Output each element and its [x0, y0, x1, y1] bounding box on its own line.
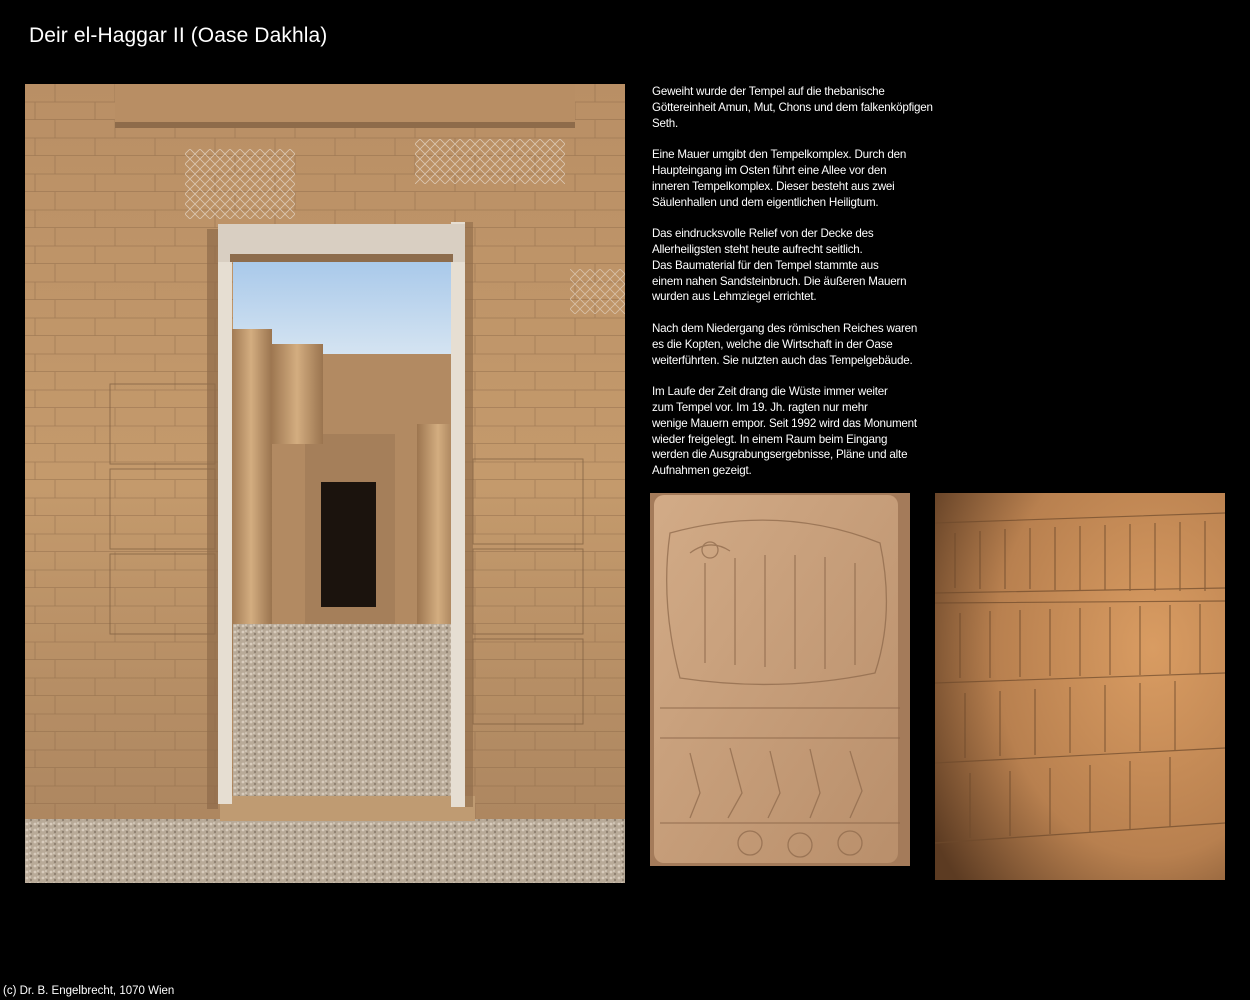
page-title: Deir el-Haggar II (Oase Dakhla): [29, 24, 328, 47]
ceiling-relief-photo[interactable]: [650, 493, 910, 866]
description-paragraph-1: Geweiht wurde der Tempel auf die thebanische Göttereinheit Amun, Mut, Chons und dem falkenköpfigen Seth.: [652, 85, 933, 130]
temple-doorway-photo[interactable]: [25, 84, 625, 883]
wall-relief-photo[interactable]: [935, 493, 1225, 880]
description-paragraph-2: Eine Mauer umgibt den Tempelkomplex. Durch den Haupteingang im Osten führt eine Allee vor den inneren Tempelkomplex. Dieser besteht aus zwei Säulenhallen und dem eigentlichen Heiligtum.: [652, 148, 907, 209]
description-paragraph-3: Das eindrucksvolle Relief von der Decke des Allerheiligsten steht heute aufrecht seitlich. Das Baumaterial für den Tempel stammte aus einem nahen Sandsteinbruch. Die äußeren Mauern wurden aus Lehmziegel errichtet.: [652, 227, 907, 304]
description-paragraph-5: Im Laufe der Zeit drang die Wüste immer weiter zum Tempel vor. Im 19. Jh. ragten nur mehr wenige Mauern empor. Seit 1992 wird das Monument wieder freigelegt. In einem Raum beim Eingang werden die Ausgrabungsergebnisse, Pläne und alte Aufnahmen gezeigt.: [652, 385, 917, 478]
description-text: [652, 84, 982, 495]
description-paragraph-4: Nach dem Niedergang des römischen Reiches waren es die Kopten, welche die Wirtschaft in der Oase weiterführten. Sie nutzten auch das Tempelgebäude.: [652, 321, 918, 367]
copyright-footer: (c) Dr. B. Engelbrecht, 1070 Wien: [3, 985, 175, 997]
